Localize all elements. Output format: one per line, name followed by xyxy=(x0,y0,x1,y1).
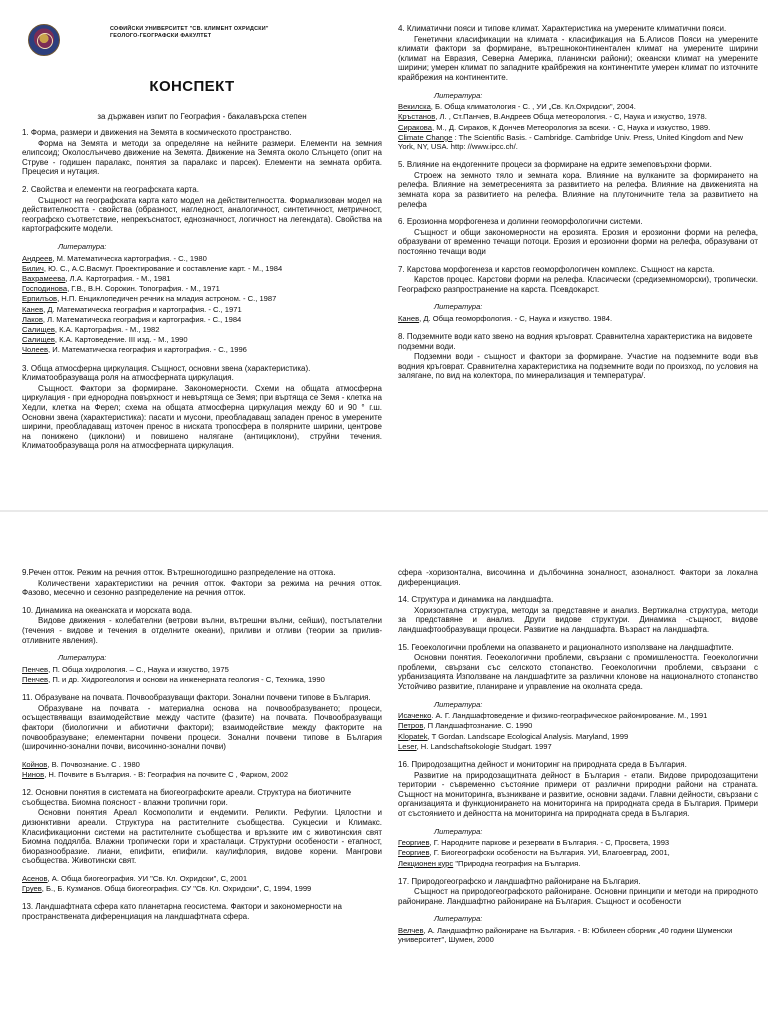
literature-item xyxy=(22,675,382,684)
literature-ref: , А. Ландшафтно райониране на България. - В: Юбилеен сборник „40 години Шуменски университет", Шумен, 2000 xyxy=(398,926,733,945)
literature-ref: : The Scientific Basis. - Cambridge. Cambridge Univ. Press, United Kingdom and New York, NY, USA. http: //www.ipcc.ch/. xyxy=(398,132,743,151)
literature-list xyxy=(398,838,758,868)
literature-author[interactable]: Нинов xyxy=(22,769,45,779)
literature-ref: , Н. Почвите в България. - В: География на почвите С , Фарком, 2002 xyxy=(44,769,289,779)
question-heading: 4. Климатични пояси и типове климат. Характеристика на умерените климатични пояси. xyxy=(398,24,727,33)
literature-list xyxy=(22,874,382,893)
literature-ref: , В. Почвознание. С . 1980 xyxy=(47,759,140,769)
literature-ref: , Л. , Ст.Панчев, В.Андреев Обща метеорология. - С, Наука и изкуство, 1978. xyxy=(435,112,707,122)
literature-author[interactable]: Climate Change xyxy=(398,132,453,142)
literature-item xyxy=(398,859,758,868)
question-5 xyxy=(398,160,758,209)
question-heading: 11. Образуване на почвата. Почвообразуващи фактори. Зонални почвени типове в България. xyxy=(22,693,371,703)
question-heading: 14. Структура и динамика на ландшафта. xyxy=(398,595,554,605)
literature-heading: Литература: xyxy=(434,914,483,924)
literature-item xyxy=(22,884,382,893)
question-10 xyxy=(22,606,382,645)
literature-item xyxy=(398,721,758,730)
question-9 xyxy=(22,568,382,598)
question-body: Същност. Фактори за формиране. Закономерности. Схеми на общата атмосферна циркулация - при еднородна повърхност и невъртяща се Земя; при въртяща се Земя - клетка на Хедли, клетка на Ферел; схема на общата атмосферна циркулация между 60 и 90 ° г.ш. Основни звена (характеристика): пасати и мусони, преобладаващ западен пренос в умерените ширини, преобладаващ източен пренос в ниската тропосфера в полярните ширини, центрове на понижено (циклони) и повишено налягане (антициклони), струйни течения. Климатообразуваща роля на атмосферната циркулация. xyxy=(22,383,382,451)
literature-item xyxy=(22,315,382,324)
question-heading: 7. Карстова морфогенеза и карстов геоморфологичен комплекс. Същност на карста. xyxy=(398,264,715,274)
literature-item xyxy=(398,123,758,132)
question-heading: 16. Природозащитна дейност и мониторинг на природната среда в България. xyxy=(398,759,687,769)
column-right xyxy=(398,568,758,1024)
literature-author[interactable]: Leser xyxy=(398,741,417,751)
literature-heading: Литература: xyxy=(434,699,483,709)
question-body: Същност и общи закономерности на ерозията. Ерозия и ерозионни форми на релефа, образувани от временно течащи потоци. Ерозия и ерозионни форми на релефа, образувани от постоянно течащи води xyxy=(398,227,758,256)
question-body: Строеж на земното тяло и земната кора. Влияние на вулканите за формирането на релефа. Влияние на земетресенията за развитието на релефа. Влияние на движенията на земната кора за развитието на релефа. Влияние на плутоничните тела за развитието на релефа xyxy=(398,170,758,209)
literature-item xyxy=(22,264,382,273)
literature-author[interactable]: Салищев xyxy=(22,324,55,334)
literature-ref: , Б., Б. Кузманов. Обща биогеография. СУ "Св. Кл. Охридски", С, 1994, 1999 xyxy=(41,884,312,894)
literature-heading: Литература: xyxy=(434,302,483,312)
question-body: Същност на географската карта като модел на действителността. Формализован модел на действителността - свойства (образност, нагледност, аналогичност, синтетичност, метричност, географско съответствие, непрекъснатост, еднозначност, логичност на легендата). Свойства на картографските модели. xyxy=(22,195,382,234)
question-heading: 13. Ландшафтната сфера като планетарна геосистема. Фактори и закономерности на пространствената диференциация на ландшафтната сфера. xyxy=(22,902,342,921)
literature-author[interactable]: Салищев xyxy=(22,335,55,345)
literature-item xyxy=(398,838,758,847)
literature-list xyxy=(398,711,758,751)
literature-ref: , Б. Обща климатология - С. , УИ „Св. Кл.Охридски", 2004. xyxy=(430,102,636,112)
literature-list xyxy=(398,314,758,323)
literature-item xyxy=(398,133,758,151)
question-body: Основни понятия. Геоекологични проблеми, свързани с промишлеността. Геоекологични проблеми, свързани със селското стопанство. Геоекологични проблеми, свързани с урбанизацията Използване на ландшафтите за различни клонове на националното стопанство Устойчиво развитие, планиране и управление на околната среда. xyxy=(398,653,758,691)
document-header xyxy=(22,18,382,62)
literature-author[interactable]: Klopatek xyxy=(398,731,428,741)
literature-item xyxy=(398,314,758,323)
literature-ref: "Природна география на България. xyxy=(453,858,581,868)
question-16 xyxy=(398,760,758,819)
literature-item xyxy=(22,284,382,293)
question-body: Количествени характеристики на речния отток. Фактори за режима на речния отток. Фазово, месечно и сезонно разпределение на речния отток. xyxy=(22,578,382,598)
literature-item xyxy=(22,325,382,334)
question-6 xyxy=(398,217,758,256)
question-body: Основни понятия Ареал Космополити и ендемити. Реликти. Рефугии. Цялостни и дизюнктивни ареали. Структура на растителните съобщества. Сукцесии и Климакс. Класификационни системи на растителните съобщества и връзките им с животинския свят Биомна поддялба. Влажни тропически гори и храсталаци. Структурни особености - етапност, биоразнообразие. лиани, епифити, епифили. каулифлория, видове корени. Мангрови съобщества. Животински свят. xyxy=(22,808,382,866)
literature-heading: Литература: xyxy=(58,653,107,663)
literature-ref: , H. Landschaftsokologie Studgart. 1997 xyxy=(416,741,552,751)
literature-ref: . А. Г. Ландшафтоведение и физико-географическое районирование. М., 1991 xyxy=(431,711,708,721)
literature-item xyxy=(22,335,382,344)
literature-item xyxy=(398,112,758,121)
literature-ref: , К.А. Картография. - М., 1982 xyxy=(54,324,160,334)
question-body: Генетични класификации на климата - класификация на Б.Алисов Пояси на умерените климати фактори за формиране, вътрешноконтинентален климат на умерените ширини (климат на Евразия, Северна Америка, планински райони); океански климат на умерените ширини; умерен климат по западните крайбрежия на континентите умерен климат по източните крайбрежия на континентите. xyxy=(398,34,758,82)
question-17 xyxy=(398,877,758,907)
literature-ref: , А. Обща биогеография. УИ "Св. Кл. Охридски", С, 2001 xyxy=(47,873,248,883)
question-11 xyxy=(22,693,382,752)
page-bottom xyxy=(0,512,768,1024)
literature-item xyxy=(398,742,758,751)
column-left xyxy=(22,128,382,510)
literature-item xyxy=(22,874,382,883)
literature-ref: , М. Математическа картография. - С., 1980 xyxy=(52,253,207,263)
literature-author[interactable]: Векилска xyxy=(398,102,431,112)
literature-author[interactable]: Лаков xyxy=(22,314,43,324)
literature-author[interactable]: Пенчев xyxy=(22,664,49,674)
question-heading: 10. Динамика на океанската и морската вода. xyxy=(22,605,193,615)
literature-author[interactable]: Кръстанов xyxy=(398,112,436,122)
literature-author[interactable]: Чолеев xyxy=(22,345,49,355)
literature-list xyxy=(22,665,382,684)
literature-author[interactable]: Исаченко xyxy=(398,711,432,721)
literature-ref: , Д. Математическа география и картография. - С., 1971 xyxy=(43,304,242,314)
literature-author[interactable]: Билич xyxy=(22,263,44,273)
literature-item xyxy=(22,305,382,314)
university-line-1: СОФИЙСКИ УНИВЕРСИТЕТ "СВ. КЛИМЕНТ ОХРИДСКИ" xyxy=(110,26,269,32)
literature-ref: , Д. Обща геоморфология. - С, Наука и изкуство. 1984. xyxy=(419,313,613,323)
literature-author[interactable]: Лекционен курс xyxy=(398,858,454,868)
literature-author[interactable]: Велчев xyxy=(398,926,424,936)
literature-author[interactable]: Койнов xyxy=(22,759,48,769)
literature-ref: , Н.П. Енциклопедичен речник на младия астроном. - С., 1987 xyxy=(57,294,277,304)
question-heading: 6. Ерозионна морфогенеза и долинни геоморфологични системи. xyxy=(398,217,643,227)
literature-ref: , П. Обща хидрология. – С., Наука и изкуство, 1975 xyxy=(48,664,229,674)
question-heading: 15. Геоекологични проблеми на опазването и рационалното използване на ландшафтите. xyxy=(398,642,734,652)
literature-author[interactable]: Пенчев xyxy=(22,674,49,684)
literature-item xyxy=(22,345,382,354)
page-title: КОНСПЕКТ xyxy=(149,78,235,95)
literature-item xyxy=(22,760,382,769)
literature-item xyxy=(398,848,758,857)
literature-author[interactable]: Господинова xyxy=(22,284,68,294)
question-body: Подземни води - същност и фактори за формиране. Участие на подземните води във водния кръговрат. Сравнителна характеристика на подземните води по произход, по условия на залягане, по вид на колектора, по минерализация и температура/. xyxy=(398,352,758,381)
question-1 xyxy=(22,128,382,177)
question-8 xyxy=(398,332,758,381)
column-right xyxy=(398,24,758,512)
literature-ref: , М., Д. Сираков, К Дончев Метеорология за всеки. - С, Наука и изкуство, 1989. xyxy=(431,122,711,132)
question-7 xyxy=(398,265,758,295)
literature-author[interactable]: Ерпилъов xyxy=(22,294,58,304)
question-13 xyxy=(22,902,382,921)
question-body: Хоризонтална структура, методи за представяне и анализ. Вертикална структура, методи за представяне и анализ. Други видове структури. Динамика -същност, видове ландшафтообразуващи процеси. Развитие на ландшафта. Възраст на ландшафта. xyxy=(398,605,758,634)
literature-heading: Литература: xyxy=(58,241,107,251)
question-body: Образуване на почвата - материална основа на почвообразуването; процеси, осъществяващи взаимодействие между частите (фазите) на почвата. Почвообразуващи фактори (биологични и абиотични фактори); взаимодействие между факторите на почвообразуване; елементарни почвени процеси. Зонални почвени типове в България (широчинно-зонални почви, височинно-зонални почви) xyxy=(22,703,382,752)
question-body: Форма на Земята и методи за определяне на нейните размери. Елементи на земния елипсоид; Околослънчево движение на Земята. Движение на Земята около Слънцето (опит на Струве - годишен паралакс, понятия за паралакс и парсек). Елементи на земната орбита. Прецесия и нутация. xyxy=(22,138,382,177)
literature-heading: Литература: xyxy=(434,90,483,100)
question-15 xyxy=(398,643,758,692)
university-name xyxy=(110,26,360,39)
literature-author[interactable]: Вахрамеева xyxy=(22,273,66,283)
question-heading: 12. Основни понятия в системата на биогеографските ареали. Структура на биотичните съобщества. Биомна поясност - влажни тропични гори. xyxy=(22,788,352,807)
question-4 xyxy=(398,24,758,83)
question-body: сфера -хоризонтална, височинна и дълбочинна зоналност, азоналност. Фактори за локална диференциация. xyxy=(398,568,758,587)
literature-list xyxy=(398,102,758,151)
question-heading: 2. Свойства и елементи на географската карта. xyxy=(22,184,199,194)
question-heading: 9.Речен отток. Режим на речния отток. Вътрешногодишно разпределение на оттока. xyxy=(22,568,336,577)
literature-ref: , Г.В., В.Н. Сорокин. Топография. - М., 1971 xyxy=(67,284,220,294)
literature-author[interactable]: Сиракова xyxy=(398,122,432,132)
literature-author[interactable]: Асенов xyxy=(22,873,48,883)
literature-ref: , И. Математическа география и картография. - С., 1996 xyxy=(48,345,247,355)
literature-ref: , К.А. Картоведение. III изд. - М., 1990 xyxy=(54,335,188,345)
literature-ref: , T Gordan. Landscape Ecological Analysis. Maryland, 1999 xyxy=(427,731,629,741)
literature-list xyxy=(398,926,758,944)
literature-ref: , Л.А. Картография. - М., 1981 xyxy=(65,273,171,283)
question-13-continued xyxy=(398,568,758,587)
literature-ref: , П Ландшафтознание. С. 1990 xyxy=(423,721,533,731)
literature-author[interactable]: Канев xyxy=(22,304,44,314)
university-seal-icon xyxy=(28,24,60,56)
question-3 xyxy=(22,364,382,451)
literature-item xyxy=(398,102,758,111)
column-left xyxy=(22,568,382,1024)
literature-ref: , Ю. С., А.С.Васмут. Проектирование и составление карт. - М., 1984 xyxy=(43,263,283,273)
literature-author[interactable]: Груев xyxy=(22,884,42,894)
literature-list xyxy=(22,254,382,355)
question-body: Развитие на природозащитната дейност в България - етапи. Видове природозащитени територии - съвременно състояние примери от различни природни райони на страната. Същност на мониторинга, възникване и развитие, основни задачи. Главни дейности, свързани с организацията и функционирането на мониторинга на природната среда в България. Примери от състоянието и дейността на мониторинга на природната среда в България. xyxy=(398,770,758,818)
literature-item xyxy=(22,254,382,263)
literature-item xyxy=(398,732,758,741)
literature-ref: , Л. Математическа география и картография. - С., 1984 xyxy=(42,314,242,324)
question-2 xyxy=(22,185,382,234)
question-body: Същност на природогеографското райониране. Основни принципи и методи на природното райониране. Ландшафтно райониране на България. Същност и особености xyxy=(398,887,758,906)
literature-list xyxy=(22,760,382,779)
question-body: Карстов процес. Карстови форми на релефа. Класически (средиземноморски), тропически. Географско разпространение на карста. Псевдокарст. xyxy=(398,275,758,294)
literature-ref: , Г. Биогеографски особености на България. УИ, Благоевград, 2001, xyxy=(429,848,670,858)
literature-item xyxy=(398,926,758,944)
question-heading: 3. Обща атмосферна циркулация. Същност, основни звена (характеристика). Климатообразуваща роля на атмосферната циркулация. xyxy=(22,363,311,383)
literature-item xyxy=(22,274,382,283)
question-heading: 1. Форма, размери и движения на Земята в космическото пространство. xyxy=(22,128,292,137)
question-12 xyxy=(22,788,382,866)
literature-author[interactable]: Петров xyxy=(398,721,424,731)
literature-item xyxy=(22,770,382,779)
literature-author[interactable]: Андреев xyxy=(22,253,53,263)
literature-item xyxy=(398,711,758,720)
question-heading: 17. Природогеографско и ландшафтно райониране на България. xyxy=(398,876,641,886)
question-body: Видове движения - колебателни (ветрови вълни, вътрешни вълни, сейши), постъпателни (течения - видове и течения в отделните океани), приливи и отливи (теории за прилив-отливните явления). xyxy=(22,616,382,645)
literature-author[interactable]: Георгиев xyxy=(398,838,430,848)
question-heading: 5. Влияние на ендогенните процеси за формиране на едрите земеповърхни форми. xyxy=(398,160,712,170)
literature-ref: , П. и др. Хидрогеология и основи на инженерната геология - С, Техника, 1990 xyxy=(48,674,325,684)
page-subtitle: за държавен изпит по География - бакалавърска степен xyxy=(97,112,307,121)
literature-author[interactable]: Георгиев xyxy=(398,848,430,858)
literature-heading: Литература: xyxy=(434,826,483,836)
literature-item xyxy=(22,665,382,674)
literature-ref: , Г. Народните паркове и резервати в България. - С, Просвета, 1993 xyxy=(429,838,670,848)
literature-item xyxy=(22,294,382,303)
question-heading: 8. Подземните води като звено на водния кръговрат. Сравнителна характеристика на видовете подземни води. xyxy=(398,332,753,351)
literature-author[interactable]: Канев xyxy=(398,313,420,323)
university-line-2: ГЕОЛОГО-ГЕОГРАФСКИ ФАКУЛТЕТ xyxy=(110,32,212,39)
question-14 xyxy=(398,595,758,634)
